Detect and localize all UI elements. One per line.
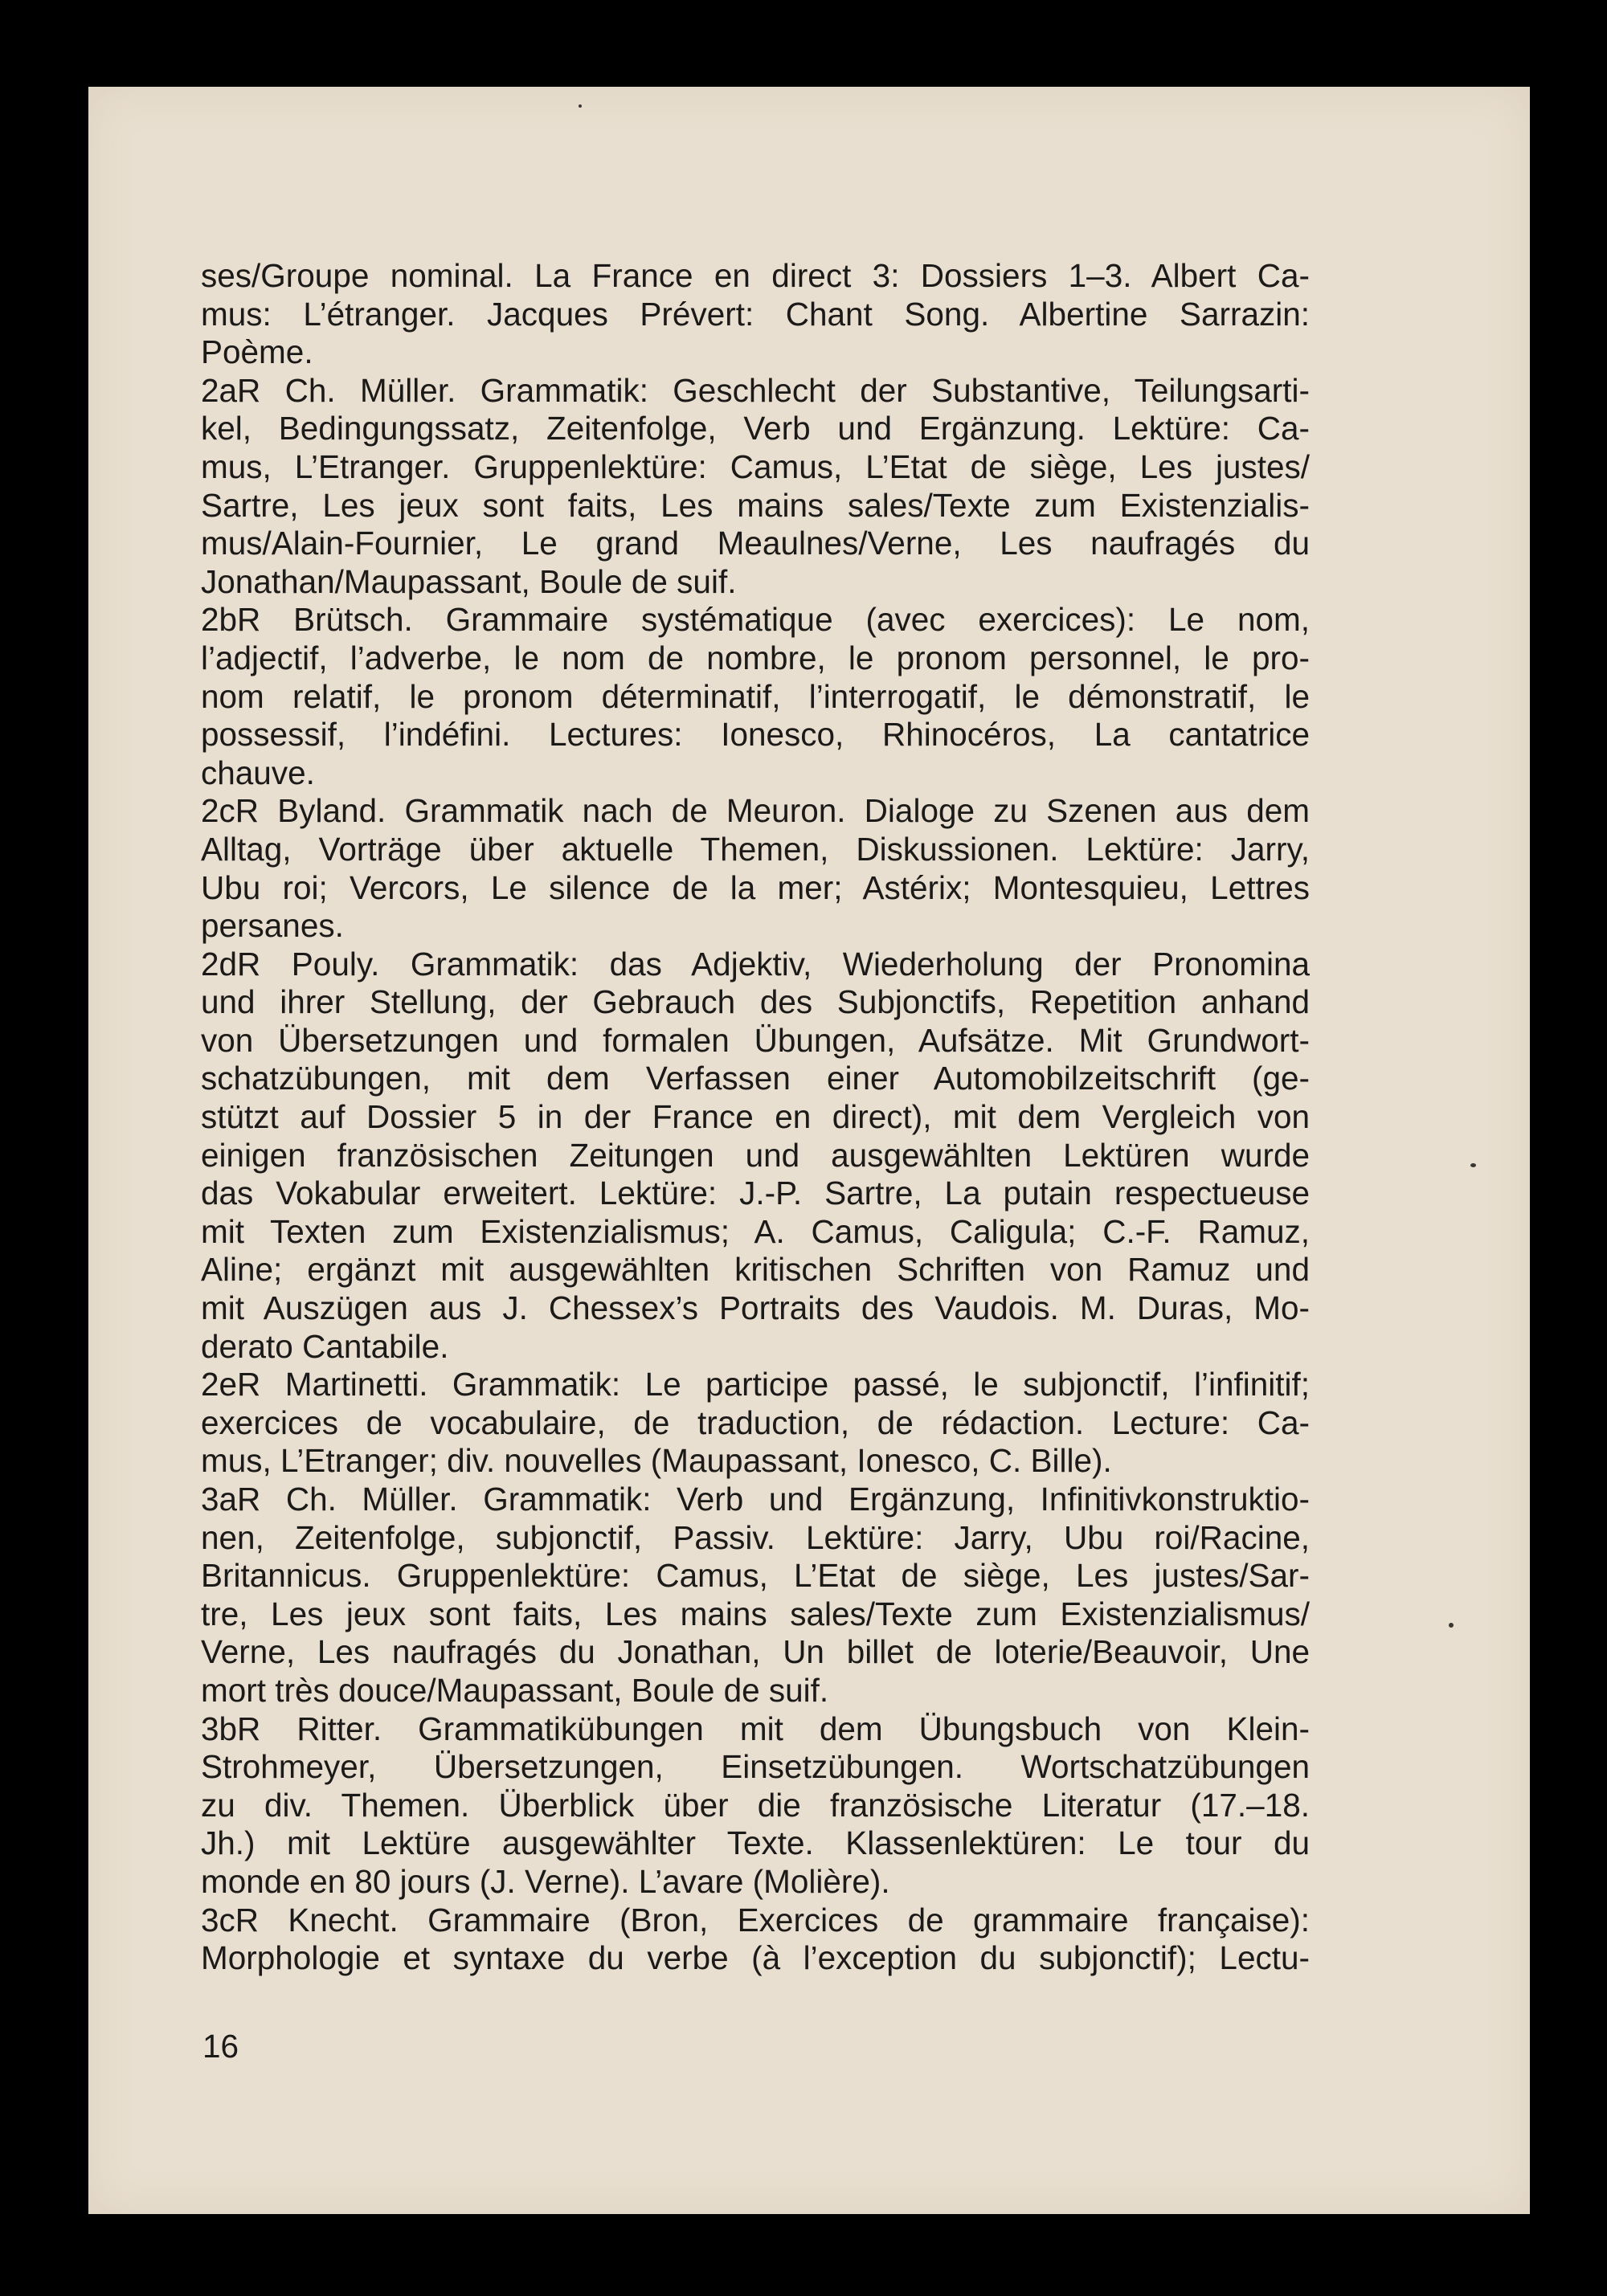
text-line: mus/Alain-Fournier, Le grand Meaulnes/Verne, Les naufragés du [201,525,1310,562]
text-line: mit Auszügen aus J. Chessex’s Portraits des Vaudois. M. Duras, Mo- [201,1289,1310,1327]
text-line: tre, Les jeux sont faits, Les mains sales/Texte zum Existenzialismus/ [201,1595,1310,1632]
text-line: mit Texten zum Existenzialismus; A. Camus, Caligula; C.-F. Ramuz, [201,1212,1310,1250]
page-number: 16 [202,2028,239,2065]
text-line: Alltag, Vorträge über aktuelle Themen, Diskussionen. Lektüre: Jarry, [201,830,1310,868]
text-line: kel, Bedingungssatz, Zeitenfolge, Verb und Ergänzung. Lektüre: Ca- [201,410,1310,447]
paper-speck [1470,1163,1476,1167]
text-line: 2cR Byland. Grammatik nach de Meuron. Dialoge zu Szenen aus dem [201,792,1310,830]
text-line: Ubu roi; Vercors, Le silence de la mer; Astérix; Montesquieu, Lettres [201,868,1310,906]
text-line: ses/Groupe nominal. La France en direct 3: Dossiers 1–3. Albert Ca- [201,257,1310,294]
text-line: Verne, Les naufragés du Jonathan, Un billet de loterie/Beauvoir, Une [201,1633,1310,1671]
text-line: Strohmeyer, Übersetzungen, Einsetzübungen. Wortschatzübungen [201,1748,1310,1786]
text-line: persanes. [201,907,344,945]
text-line: Morphologie et syntaxe du verbe (à l’exception du subjonctif); Lectu- [201,1939,1310,1977]
paper-speck [1449,1623,1454,1628]
text-line: monde en 80 jours (J. Verne). L’avare (Molière). [201,1862,890,1900]
text-line: mus: L’étranger. Jacques Prévert: Chant Song. Albertine Sarrazin: [201,295,1310,333]
body-text [201,257,1310,1978]
text-line: Jh.) mit Lektüre ausgewählter Texte. Klassenlektüren: Le tour du [201,1824,1310,1862]
text-line: und ihrer Stellung, der Gebrauch des Subjonctifs, Repetition anhand [201,983,1310,1021]
text-line: zu div. Themen. Überblick über die französische Literatur (17.–18. [201,1786,1310,1824]
text-line: Sartre, Les jeux sont faits, Les mains sales/Texte zum Existenzialis- [201,486,1310,524]
text-line: 3aR Ch. Müller. Grammatik: Verb und Ergänzung, Infinitivkonstruktio- [201,1481,1310,1518]
text-line: Britannicus. Gruppenlektüre: Camus, L’Etat de siège, Les justes/Sar- [201,1557,1310,1595]
text-line: 3cR Knecht. Grammaire (Bron, Exercices de grammaire française): [201,1901,1310,1939]
text-line: nen, Zeitenfolge, subjonctif, Passiv. Lektüre: Jarry, Ubu roi/Racine, [201,1518,1310,1556]
text-line: 3bR Ritter. Grammatikübungen mit dem Übungsbuch von Klein- [201,1710,1310,1747]
text-line: 2dR Pouly. Grammatik: das Adjektiv, Wiederholung der Pronomina [201,945,1310,983]
text-line: possessif, l’indéfini. Lectures: Ionesco, Rhinocéros, La cantatrice [201,716,1310,754]
text-line: exercices de vocabulaire, de traduction, de rédaction. Lecture: Ca- [201,1403,1310,1441]
text-line: l’adjectif, l’adverbe, le nom de nombre, le pronom personnel, le pro- [201,639,1310,676]
text-line: schatzübungen, mit dem Verfassen einer Automobilzeitschrift (ge- [201,1060,1310,1097]
text-line: stützt auf Dossier 5 in der France en direct), mit dem Vergleich von [201,1098,1310,1136]
text-line: Aline; ergänzt mit ausgewählten kritischen Schriften von Ramuz und [201,1251,1310,1289]
text-line: mus, L’Etranger; div. nouvelles (Maupassant, Ionesco, C. Bille). [201,1442,1112,1480]
text-line: das Vokabular erweitert. Lektüre: J.-P. Sartre, La putain respectueuse [201,1175,1310,1212]
text-line: Poème. [201,333,313,371]
text-line: mort très douce/Maupassant, Boule de suif. [201,1671,829,1709]
paper-speck [579,104,582,108]
text-line: 2bR Brütsch. Grammaire systématique (avec exercices): Le nom, [201,601,1310,639]
text-line: derato Cantabile. [201,1327,449,1365]
text-line: 2eR Martinetti. Grammatik: Le participe passé, le subjonctif, l’infinitif; [201,1366,1310,1403]
text-line: 2aR Ch. Müller. Grammatik: Geschlecht der Substantive, Teilungsarti- [201,371,1310,409]
text-line: mus, L’Etranger. Gruppenlektüre: Camus, L’Etat de siège, Les justes/ [201,447,1310,485]
text-line: nom relatif, le pronom déterminatif, l’interrogatif, le démonstratif, le [201,677,1310,715]
text-line: von Übersetzungen und formalen Übungen, Aufsätze. Mit Grundwort- [201,1021,1310,1059]
text-line: Jonathan/Maupassant, Boule de suif. [201,562,737,600]
text-line: einigen französischen Zeitungen und ausgewählten Lektüren wurde [201,1136,1310,1174]
text-line: chauve. [201,754,315,791]
